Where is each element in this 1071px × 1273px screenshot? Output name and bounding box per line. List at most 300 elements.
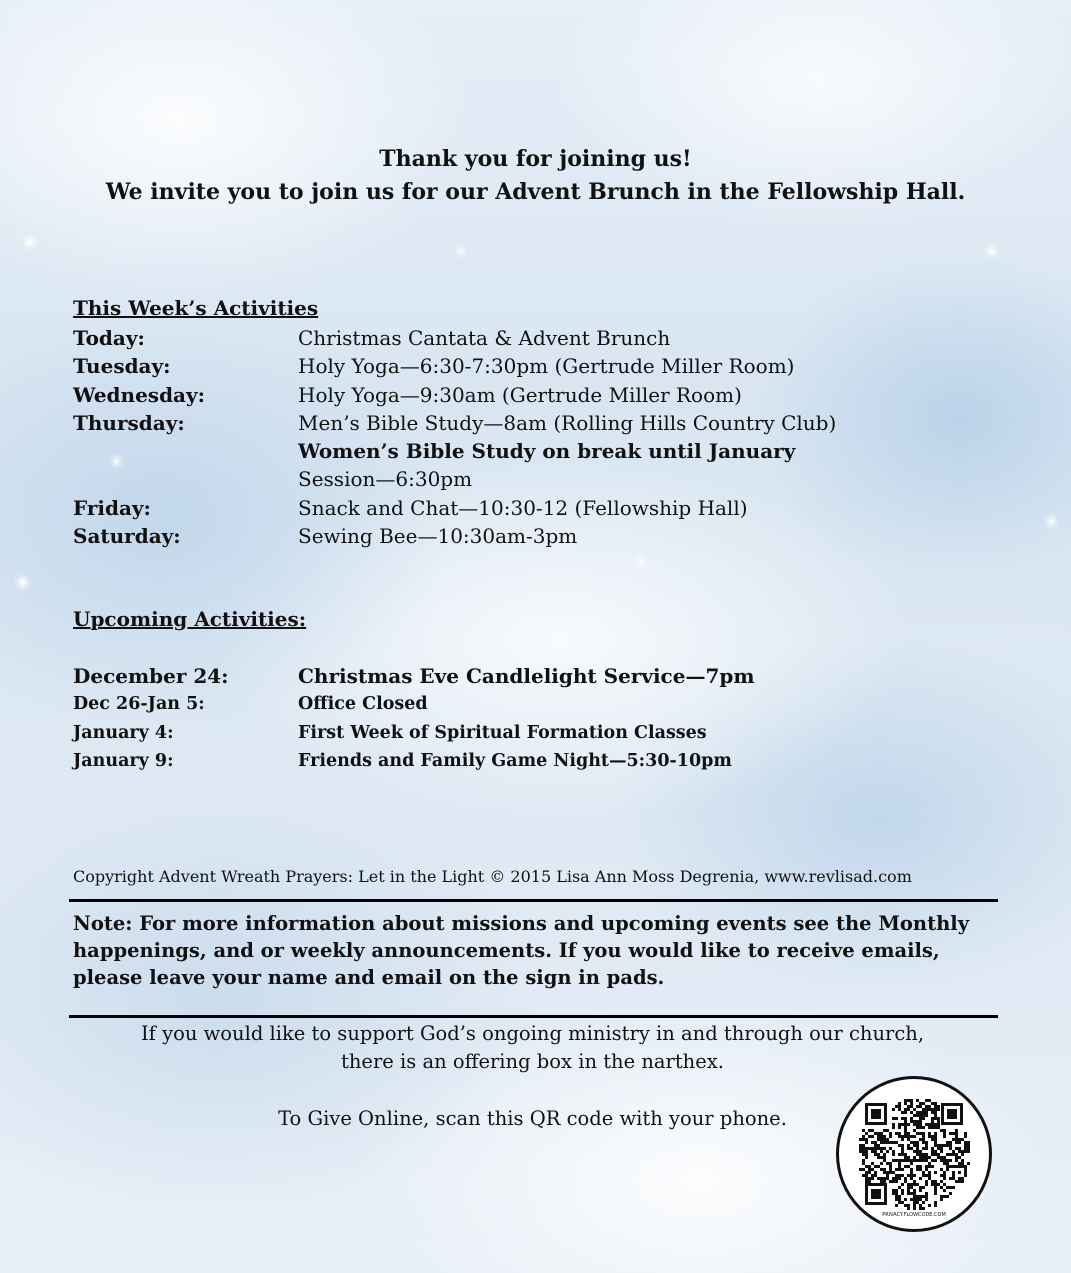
qr-module xyxy=(910,1135,913,1138)
qr-module xyxy=(952,1174,955,1177)
qr-module xyxy=(862,1150,865,1153)
qr-module xyxy=(907,1189,910,1192)
qr-module xyxy=(922,1195,925,1198)
qr-module xyxy=(913,1108,916,1111)
qr-caption: PRIVACY.FLOWCODE.COM xyxy=(882,1212,946,1218)
qr-module xyxy=(868,1168,871,1171)
qr-module xyxy=(892,1177,895,1180)
qr-module xyxy=(895,1141,898,1144)
qr-module xyxy=(871,1147,874,1150)
qr-module xyxy=(871,1135,874,1138)
qr-module xyxy=(910,1174,913,1177)
qr-module xyxy=(943,1195,946,1198)
qr-module xyxy=(964,1132,967,1135)
qr-module xyxy=(895,1117,898,1120)
qr-module xyxy=(913,1201,916,1204)
qr-module xyxy=(907,1204,910,1207)
upcoming-date: January 4: xyxy=(73,723,174,743)
qr-module xyxy=(931,1126,934,1129)
qr-module xyxy=(958,1147,961,1150)
qr-module xyxy=(889,1168,892,1171)
qr-module xyxy=(940,1198,943,1201)
qr-module xyxy=(910,1141,913,1144)
qr-module xyxy=(940,1144,943,1147)
qr-module xyxy=(898,1153,901,1156)
qr-module xyxy=(877,1135,880,1138)
qr-module xyxy=(865,1177,868,1180)
qr-module xyxy=(913,1114,916,1117)
qr-module xyxy=(907,1186,910,1189)
qr-module xyxy=(907,1165,910,1168)
qr-module xyxy=(943,1156,946,1159)
qr-module xyxy=(922,1126,925,1129)
qr-module xyxy=(925,1168,928,1171)
qr-module xyxy=(913,1195,916,1198)
qr-module xyxy=(916,1201,919,1204)
qr-module xyxy=(952,1177,955,1180)
qr-module xyxy=(916,1111,919,1114)
qr-module xyxy=(952,1186,955,1189)
qr-module xyxy=(922,1138,925,1141)
qr-module xyxy=(871,1174,874,1177)
qr-module xyxy=(877,1132,880,1135)
qr-module xyxy=(919,1111,922,1114)
qr-module xyxy=(913,1156,916,1159)
qr-module xyxy=(883,1147,886,1150)
qr-module xyxy=(895,1204,898,1207)
qr-module xyxy=(904,1198,907,1201)
qr-module xyxy=(934,1144,937,1147)
qr-module xyxy=(934,1183,937,1186)
qr-module xyxy=(931,1120,934,1123)
qr-module xyxy=(949,1144,952,1147)
qr-module xyxy=(949,1141,952,1144)
qr-module xyxy=(886,1171,889,1174)
qr-module xyxy=(958,1138,961,1141)
qr-module xyxy=(925,1108,928,1111)
qr-module xyxy=(955,1129,958,1132)
qr-module xyxy=(910,1186,913,1189)
qr-module xyxy=(907,1135,910,1138)
qr-module xyxy=(964,1141,967,1144)
qr-module xyxy=(922,1108,925,1111)
qr-module xyxy=(877,1144,880,1147)
qr-module xyxy=(955,1159,958,1162)
qr-module xyxy=(919,1168,922,1171)
qr-module xyxy=(871,1141,874,1144)
qr-module xyxy=(931,1180,934,1183)
qr-module xyxy=(916,1123,919,1126)
qr-module xyxy=(898,1186,901,1189)
qr-module xyxy=(913,1189,916,1192)
qr-module xyxy=(883,1180,886,1183)
qr-module xyxy=(913,1135,916,1138)
qr-module xyxy=(946,1195,949,1198)
upcoming-date: December 24: xyxy=(73,664,229,688)
sparkle-decoration xyxy=(20,580,25,585)
qr-module xyxy=(874,1174,877,1177)
qr-module xyxy=(937,1105,940,1108)
activity-row xyxy=(73,524,973,548)
qr-module xyxy=(892,1150,895,1153)
qr-module xyxy=(943,1129,946,1132)
qr-module xyxy=(925,1198,928,1201)
activity-row xyxy=(73,326,973,350)
qr-module xyxy=(898,1159,901,1162)
activity-text: Christmas Cantata & Advent Brunch xyxy=(298,326,671,350)
welcome-line-1: Thank you for joining us! xyxy=(379,146,692,172)
qr-module xyxy=(919,1204,922,1207)
qr-module xyxy=(907,1123,910,1126)
qr-module xyxy=(880,1141,883,1144)
qr-module xyxy=(925,1195,928,1198)
qr-module xyxy=(883,1177,886,1180)
qr-module xyxy=(937,1123,940,1126)
qr-module xyxy=(880,1156,883,1159)
qr-module xyxy=(868,1171,871,1174)
qr-module xyxy=(904,1180,907,1183)
qr-module xyxy=(901,1153,904,1156)
qr-module xyxy=(922,1102,925,1105)
qr-module xyxy=(934,1201,937,1204)
qr-module xyxy=(916,1153,919,1156)
qr-module xyxy=(895,1192,898,1195)
qr-module xyxy=(964,1147,967,1150)
qr-module xyxy=(961,1180,964,1183)
qr-module xyxy=(883,1168,886,1171)
qr-module xyxy=(898,1195,901,1198)
qr-module xyxy=(934,1204,937,1207)
qr-module xyxy=(868,1180,871,1183)
qr-module xyxy=(916,1144,919,1147)
qr-module xyxy=(958,1177,961,1180)
qr-module xyxy=(940,1147,943,1150)
qr-module xyxy=(898,1168,901,1171)
qr-module xyxy=(934,1126,937,1129)
qr-module xyxy=(871,1168,874,1171)
qr-module xyxy=(898,1174,901,1177)
qr-module xyxy=(895,1159,898,1162)
qr-module xyxy=(892,1180,895,1183)
support-line-1: If you would like to support God’s ongoing ministry in and through our church, xyxy=(140,1022,925,1045)
qr-module xyxy=(886,1138,889,1141)
qr-module xyxy=(874,1153,877,1156)
qr-module xyxy=(901,1117,904,1120)
upcoming-event: Office Closed xyxy=(298,694,428,714)
qr-module xyxy=(883,1135,886,1138)
activity-day: Friday: xyxy=(73,496,151,520)
qr-module xyxy=(901,1192,904,1195)
qr-module xyxy=(937,1117,940,1120)
upcoming-row xyxy=(73,692,973,716)
qr-module xyxy=(961,1153,964,1156)
qr-module xyxy=(925,1141,928,1144)
qr-module xyxy=(859,1150,862,1153)
qr-module xyxy=(859,1138,862,1141)
qr-module xyxy=(958,1162,961,1165)
qr-module xyxy=(871,1177,874,1180)
qr-code-icon[interactable] xyxy=(836,1076,992,1232)
qr-module xyxy=(922,1171,925,1174)
qr-module xyxy=(868,1135,871,1138)
qr-module xyxy=(931,1183,934,1186)
qr-module xyxy=(931,1111,934,1114)
qr-module xyxy=(892,1123,895,1126)
qr-module xyxy=(904,1177,907,1180)
activity-text: Women’s Bible Study on break until January xyxy=(298,439,796,463)
qr-module xyxy=(868,1165,871,1168)
qr-module xyxy=(880,1168,883,1171)
qr-module xyxy=(949,1153,952,1156)
qr-module xyxy=(877,1147,880,1150)
qr-module xyxy=(958,1165,961,1168)
qr-module xyxy=(865,1147,868,1150)
qr-module xyxy=(940,1168,943,1171)
qr-module xyxy=(919,1189,922,1192)
qr-module xyxy=(913,1150,916,1153)
qr-module xyxy=(874,1147,877,1150)
qr-module xyxy=(901,1201,904,1204)
qr-module xyxy=(958,1171,961,1174)
qr-module xyxy=(928,1171,931,1174)
qr-module xyxy=(907,1099,910,1102)
qr-module xyxy=(904,1159,907,1162)
sparkle-decoration xyxy=(640,560,643,563)
qr-module xyxy=(931,1159,934,1162)
qr-module xyxy=(886,1177,889,1180)
qr-module xyxy=(880,1147,883,1150)
qr-module xyxy=(868,1129,871,1132)
qr-module xyxy=(931,1147,934,1150)
qr-module xyxy=(952,1150,955,1153)
qr-module xyxy=(922,1135,925,1138)
activity-text: Sewing Bee—10:30am-3pm xyxy=(298,524,578,548)
welcome-line-2: We invite you to join us for our Advent Brunch in the Fellowship Hall. xyxy=(105,179,966,205)
sparkle-decoration xyxy=(460,250,462,252)
qr-module xyxy=(919,1102,922,1105)
qr-module xyxy=(925,1105,928,1108)
qr-module xyxy=(949,1132,952,1135)
qr-module xyxy=(919,1117,922,1120)
qr-module xyxy=(895,1174,898,1177)
qr-module xyxy=(874,1144,877,1147)
qr-module xyxy=(871,1162,874,1165)
qr-module xyxy=(865,1165,868,1168)
qr-module xyxy=(919,1132,922,1135)
qr-module xyxy=(892,1171,895,1174)
qr-module xyxy=(943,1159,946,1162)
qr-module xyxy=(904,1204,907,1207)
qr-module xyxy=(886,1150,889,1153)
qr-module xyxy=(904,1132,907,1135)
qr-module xyxy=(895,1189,898,1192)
qr-module xyxy=(934,1180,937,1183)
qr-module xyxy=(934,1102,937,1105)
upcoming-row xyxy=(73,721,973,745)
qr-module xyxy=(934,1150,937,1153)
qr-module xyxy=(877,1156,880,1159)
qr-module xyxy=(913,1204,916,1207)
qr-module xyxy=(922,1117,925,1120)
qr-module xyxy=(940,1156,943,1159)
qr-module xyxy=(916,1147,919,1150)
qr-module xyxy=(862,1135,865,1138)
sparkle-decoration xyxy=(28,240,32,244)
qr-module xyxy=(862,1144,865,1147)
activity-text: Snack and Chat—10:30-12 (Fellowship Hall) xyxy=(298,496,748,520)
qr-module xyxy=(880,1135,883,1138)
qr-module xyxy=(868,1177,871,1180)
upcoming-event: Friends and Family Game Night—5:30-10pm xyxy=(298,751,732,771)
qr-module xyxy=(904,1108,907,1111)
qr-module xyxy=(967,1162,970,1165)
qr-module xyxy=(919,1195,922,1198)
qr-module xyxy=(967,1141,970,1144)
qr-module xyxy=(940,1129,943,1132)
qr-module xyxy=(934,1153,937,1156)
qr-module xyxy=(925,1144,928,1147)
qr-module xyxy=(892,1159,895,1162)
qr-module xyxy=(907,1183,910,1186)
qr-module xyxy=(916,1132,919,1135)
qr-module xyxy=(904,1111,907,1114)
qr-module xyxy=(898,1102,901,1105)
upcoming-row xyxy=(73,664,973,688)
qr-module xyxy=(928,1204,931,1207)
qr-module xyxy=(913,1174,916,1177)
qr-module xyxy=(901,1183,904,1186)
qr-module xyxy=(919,1105,922,1108)
qr-module xyxy=(940,1186,943,1189)
qr-module xyxy=(928,1108,931,1111)
qr-module xyxy=(925,1174,928,1177)
qr-module xyxy=(955,1141,958,1144)
activity-row xyxy=(73,496,973,520)
qr-module xyxy=(898,1105,901,1108)
qr-module xyxy=(907,1174,910,1177)
qr-module xyxy=(913,1207,916,1210)
qr-module xyxy=(949,1165,952,1168)
qr-module xyxy=(862,1153,865,1156)
activity-text: Holy Yoga—9:30am (Gertrude Miller Room) xyxy=(298,383,742,407)
qr-module xyxy=(877,1165,880,1168)
qr-module xyxy=(943,1177,946,1180)
qr-module xyxy=(916,1150,919,1153)
qr-module xyxy=(910,1171,913,1174)
qr-module xyxy=(934,1141,937,1144)
qr-module xyxy=(946,1168,949,1171)
qr-module xyxy=(898,1132,901,1135)
qr-module xyxy=(934,1117,937,1120)
qr-module xyxy=(907,1108,910,1111)
qr-module xyxy=(895,1132,898,1135)
qr-module xyxy=(904,1117,907,1120)
activity-day: Tuesday: xyxy=(73,354,171,378)
activity-text: Session—6:30pm xyxy=(298,467,473,491)
qr-module xyxy=(928,1132,931,1135)
qr-module xyxy=(919,1198,922,1201)
qr-module xyxy=(916,1126,919,1129)
qr-module xyxy=(892,1189,895,1192)
qr-module xyxy=(943,1174,946,1177)
qr-module xyxy=(928,1126,931,1129)
qr-module xyxy=(922,1132,925,1135)
qr-module xyxy=(886,1141,889,1144)
qr-module xyxy=(931,1165,934,1168)
qr-module xyxy=(913,1198,916,1201)
qr-module xyxy=(889,1147,892,1150)
qr-module xyxy=(898,1126,901,1129)
qr-module xyxy=(961,1150,964,1153)
qr-module xyxy=(898,1108,901,1111)
qr-module xyxy=(901,1144,904,1147)
activity-row xyxy=(73,439,973,463)
upcoming-date: January 9: xyxy=(73,751,174,771)
qr-module xyxy=(916,1141,919,1144)
qr-module xyxy=(895,1198,898,1201)
qr-module xyxy=(883,1141,886,1144)
qr-module xyxy=(892,1108,895,1111)
qr-module xyxy=(934,1186,937,1189)
qr-module xyxy=(901,1135,904,1138)
qr-module xyxy=(904,1120,907,1123)
qr-module xyxy=(934,1132,937,1135)
qr-module xyxy=(955,1180,958,1183)
qr-module xyxy=(883,1171,886,1174)
qr-module xyxy=(955,1147,958,1150)
qr-module xyxy=(922,1141,925,1144)
qr-module xyxy=(904,1153,907,1156)
qr-module xyxy=(913,1144,916,1147)
qr-module xyxy=(874,1132,877,1135)
qr-module xyxy=(889,1132,892,1135)
qr-module xyxy=(934,1189,937,1192)
qr-module xyxy=(907,1192,910,1195)
qr-module xyxy=(955,1165,958,1168)
activity-text: Men’s Bible Study—8am (Rolling Hills Country Club) xyxy=(298,411,837,435)
qr-module xyxy=(892,1117,895,1120)
qr-module xyxy=(859,1144,862,1147)
qr-module xyxy=(910,1162,913,1165)
qr-module xyxy=(967,1147,970,1150)
qr-module xyxy=(862,1129,865,1132)
qr-module xyxy=(925,1180,928,1183)
qr-module xyxy=(877,1177,880,1180)
qr-module xyxy=(865,1153,868,1156)
qr-module xyxy=(931,1117,934,1120)
qr-module xyxy=(901,1111,904,1114)
qr-module xyxy=(925,1192,928,1195)
qr-module xyxy=(925,1147,928,1150)
this-week-heading: This Week’s Activities xyxy=(73,296,319,320)
qr-module xyxy=(877,1153,880,1156)
qr-module xyxy=(958,1141,961,1144)
qr-module xyxy=(955,1132,958,1135)
qr-module xyxy=(919,1156,922,1159)
activity-day: Today: xyxy=(73,326,145,350)
qr-module xyxy=(910,1168,913,1171)
qr-module xyxy=(874,1171,877,1174)
qr-module xyxy=(931,1135,934,1138)
qr-module xyxy=(952,1153,955,1156)
qr-module xyxy=(910,1099,913,1102)
qr-module xyxy=(907,1207,910,1210)
qr-module xyxy=(901,1159,904,1162)
qr-module xyxy=(910,1111,913,1114)
qr-module xyxy=(955,1153,958,1156)
qr-module xyxy=(946,1165,949,1168)
qr-module xyxy=(910,1120,913,1123)
